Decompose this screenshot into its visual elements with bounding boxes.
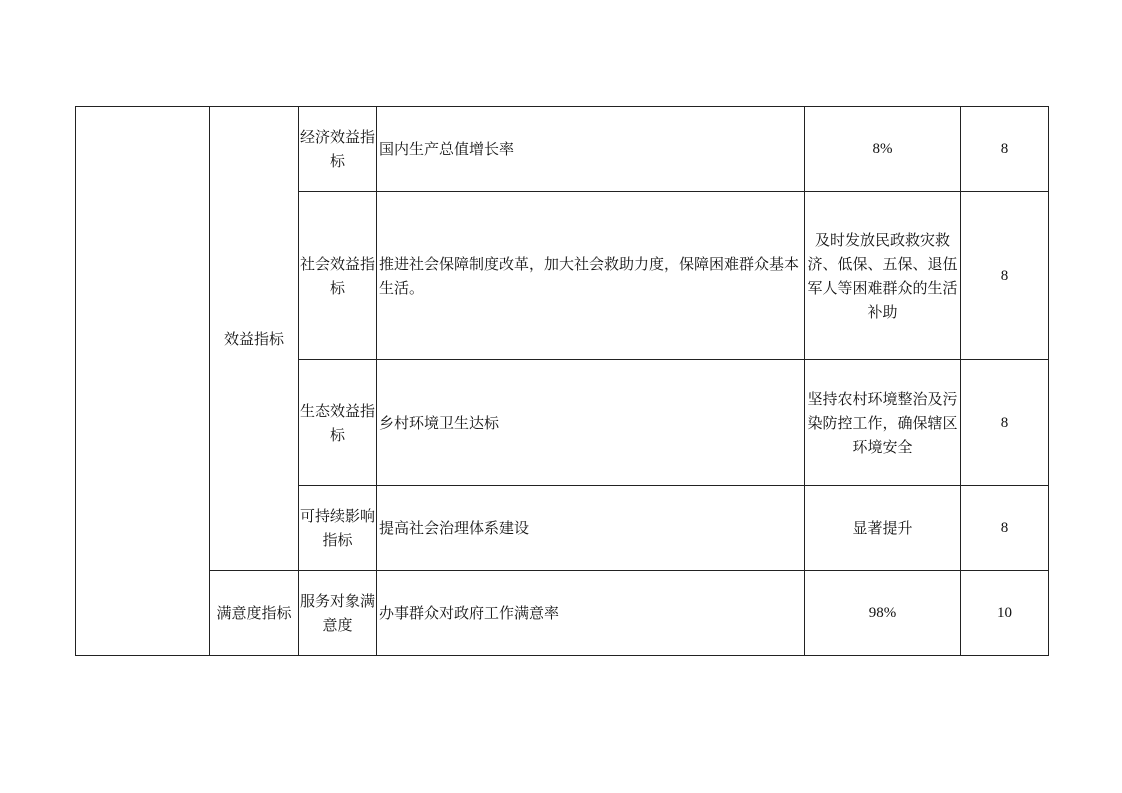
indicator-description: 办事群众对政府工作满意率	[377, 571, 805, 656]
indicator-description: 提高社会治理体系建设	[377, 486, 805, 571]
first-level-cell	[76, 107, 210, 656]
third-level-cell: 生态效益指标	[299, 360, 377, 486]
indicator-description: 国内生产总值增长率	[377, 107, 805, 192]
indicator-score: 10	[961, 571, 1049, 656]
second-level-cell-satisfaction: 满意度指标	[210, 571, 299, 656]
third-level-cell: 服务对象满意度	[299, 571, 377, 656]
indicator-score: 8	[961, 360, 1049, 486]
indicator-target: 显著提升	[805, 486, 961, 571]
third-level-cell: 经济效益指标	[299, 107, 377, 192]
table-row	[76, 571, 1049, 656]
indicator-score: 8	[961, 107, 1049, 192]
indicator-description: 乡村环境卫生达标	[377, 360, 805, 486]
indicator-target: 98%	[805, 571, 961, 656]
indicator-target: 8%	[805, 107, 961, 192]
indicator-target: 及时发放民政救灾救济、低保、五保、退伍军人等困难群众的生活补助	[805, 192, 961, 360]
indicator-score: 8	[961, 192, 1049, 360]
indicator-description: 推进社会保障制度改革，加大社会救助力度，保障困难群众基本生活。	[377, 192, 805, 360]
indicator-score: 8	[961, 486, 1049, 571]
indicator-table	[75, 106, 1049, 656]
table-row	[76, 107, 1049, 192]
third-level-cell: 可持续影响指标	[299, 486, 377, 571]
indicator-target: 坚持农村环境整治及污染防控工作，确保辖区环境安全	[805, 360, 961, 486]
third-level-cell: 社会效益指标	[299, 192, 377, 360]
second-level-cell-benefit: 效益指标	[210, 107, 299, 571]
